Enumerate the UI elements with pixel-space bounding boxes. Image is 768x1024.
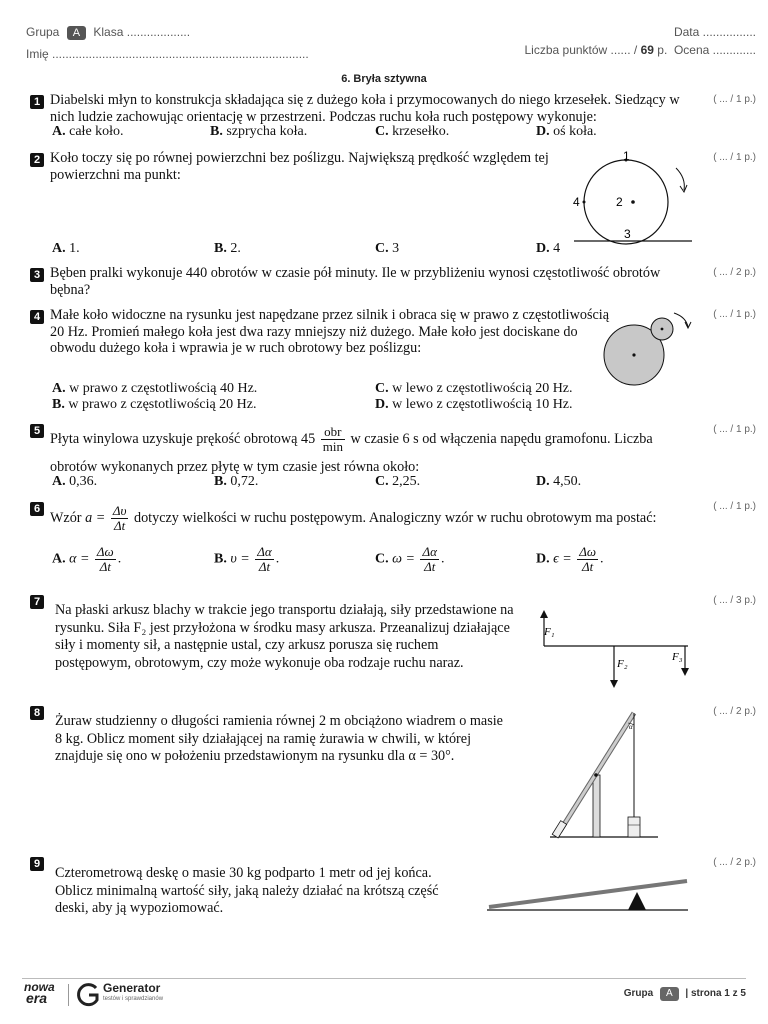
imie-label: Imię ............................................................................. (26, 47, 309, 61)
answer-option: A. 0,36. (52, 474, 98, 489)
answer-option: D. ϵ = $\frac{\Delta\omega}{\Delta t}$ . (536, 544, 604, 574)
answer-option: C. ω = $\frac{\Delta\alpha}{\Delta t}$ . (375, 544, 445, 574)
question-text: Żuraw studzienny o długości ramienia równej 2 m obciążono wiadrem o masie 8 kg. Oblicz moment siły działającej na ramię żurawia w chwili, w której znajduje się ono w położeniu przedstawionym na rysunku dla α = 30°. (55, 713, 503, 764)
answer-option: A. całe koło. (52, 124, 124, 139)
footer-separator (68, 984, 69, 1006)
ocena-label: Ocena ............. (673, 43, 756, 57)
question-text: Czterometrową deskę o masie 30 kg podparto 1 metr od jej końca. Oblicz minimalną wartość siły, jaką należy działać na krótszą część deski, aby ją wypoziomować. (55, 865, 439, 916)
two-wheels-figure (600, 305, 700, 395)
question-points: ( ... / 3 p.) (713, 595, 756, 606)
header-group (26, 25, 190, 40)
question-points: ( ... / 2 p.) (713, 706, 756, 717)
question-text: Małe koło widoczne na rysunku jest napędzane przez silnik i obraca się w prawo z częstotliwością 20 Hz. Promień małego koła jest dwa razy mniejszy niż dużego. Małe koło jest dociskane do obwodu dużego koła i wprawia je w ruch obrotowy bez poślizgu: (50, 307, 610, 356)
answer-option: D. oś koła. (536, 124, 597, 139)
question-number: 7 (30, 595, 44, 609)
question-text: Koło toczy się po równej powierzchni bez poślizgu. Największą prędkość względem tej powierzchni ma punkt: (50, 150, 549, 183)
fraction-obr-min: $\frac{\text{obr}}{\min}$ (322, 424, 343, 454)
punkty-unit: p. (657, 43, 668, 57)
plank-figure (485, 872, 690, 917)
question-number: 8 (30, 706, 44, 720)
answer-option: B. szprycha koła. (210, 124, 308, 139)
answer-option: A. w prawo z częstotliwością 40 Hz. (52, 381, 258, 396)
grupa-label: Grupa (26, 25, 60, 39)
question-text: Diabelski młyn to konstrukcja składająca się z dużego koła i przymocowanych do niego krzesełek. Siedzący w nich ludzie zachowując orientację w przestrzeni. Podczas ruchu koła ruch postępowy wykonuje: (50, 92, 680, 125)
question-text-line2: obrotów wykonanych przez płytę w tym czasie jest równa około: (50, 459, 420, 475)
question-points: ( ... / 1 p.) (713, 94, 756, 105)
label-f1: F₁ (544, 626, 555, 638)
question-points: ( ... / 1 p.) (713, 424, 756, 435)
question-text: Na płaski arkusz blachy w trakcie jego transportu działają, siły przedstawione na rysunku. Siła F₂ jest przyłożona w środku masy arkusza. Przeanalizuj działające siły i momenty sił, a następnie ustal, czy arkusz porusza się ruchem postępowym, obrotowym, czy może wykonuje oba rodzaje ruchu naraz. (55, 602, 514, 671)
question-points: ( ... / 2 p.) (713, 857, 756, 868)
footer-divider (22, 978, 746, 979)
question-points: ( ... / 1 p.) (713, 309, 756, 320)
question-number: 2 (30, 153, 44, 167)
question-points: ( ... / 1 p.) (713, 501, 756, 512)
well-crane-figure (550, 703, 660, 843)
answer-option: B. υ = $\frac{\Delta\alpha}{\Delta t}$ . (214, 544, 280, 574)
answer-option: B. w prawo z częstotliwością 20 Hz. (52, 397, 257, 412)
label-f2: F₂ (617, 658, 628, 670)
answer-option: B. 2. (214, 241, 241, 256)
label-alpha: α (629, 723, 633, 731)
klasa-label: Klasa ................... (93, 25, 191, 39)
label-point-3: 3 (624, 227, 631, 241)
label-point-1: 1 (623, 149, 630, 163)
nowa-era-logo: nowa era (24, 980, 55, 1006)
label-point-4: 4 (573, 195, 580, 209)
page-title: 6. Bryła sztywna (341, 73, 427, 85)
punkty-max: 69 (640, 43, 654, 57)
fraction-dv-dt: $\frac{\Delta\upsilon}{\Delta t}$ (112, 503, 127, 533)
answer-option: C. krzesełko. (375, 124, 450, 139)
label-point-2: 2 (616, 195, 623, 209)
rolling-wheel-figure (568, 146, 698, 246)
question-number: 9 (30, 857, 44, 871)
score-line (525, 43, 757, 57)
forces-figure (530, 608, 695, 693)
answer-option: D. 4 (536, 241, 561, 256)
question-points: ( ... / 1 p.) (713, 152, 756, 163)
generator-logo-icon (76, 982, 102, 1008)
answer-option: D. w lewo z częstotliwością 10 Hz. (375, 397, 573, 412)
question-number: 6 (30, 502, 44, 516)
answer-option: C. w lewo z częstotliwością 20 Hz. (375, 381, 573, 396)
question-number: 3 (30, 268, 44, 282)
page-indicator: Grupa A | strona 1 z 5 (623, 988, 746, 999)
question-number: 5 (30, 424, 44, 438)
data-label: Data ................ (673, 25, 756, 39)
question-text: Płyta winylowa uzyskuje prękość obrotową 45 $\frac{\text{obr}}{\min}$ w czasie 6 s od włączenia napędu gramofonu. Liczba (50, 424, 653, 454)
question-number: 1 (30, 95, 44, 109)
generator-brand: Generator testów i sprawdzianów (103, 981, 164, 1002)
punkty-label: Liczba punktów ...... / (524, 43, 638, 57)
answer-option: C. 2,25. (375, 474, 421, 489)
question-number: 4 (30, 310, 44, 324)
answer-option: B. 0,72. (214, 474, 259, 489)
answer-option: A. α = $\frac{\Delta\omega}{\Delta t}$ . (52, 544, 122, 574)
label-f3: F₃ (672, 651, 683, 663)
question-points: ( ... / 2 p.) (713, 267, 756, 278)
answer-option: C. 3 (375, 241, 400, 256)
question-text: Bęben pralki wykonuje 440 obrotów w czasie pół minuty. Ile w przybliżeniu wynosi częstotliwość obrotów bębna? (50, 265, 661, 298)
question-text: Wzór a = $\frac{\Delta\upsilon}{\Delta t}$ dotyczy wielkości w ruchu postępowym. Analogiczny wzór w ruchu obrotowym ma postać: (50, 503, 657, 533)
answer-option: A. 1. (52, 241, 80, 256)
answer-option: D. 4,50. (536, 474, 582, 489)
grupa-badge: A (67, 26, 86, 40)
